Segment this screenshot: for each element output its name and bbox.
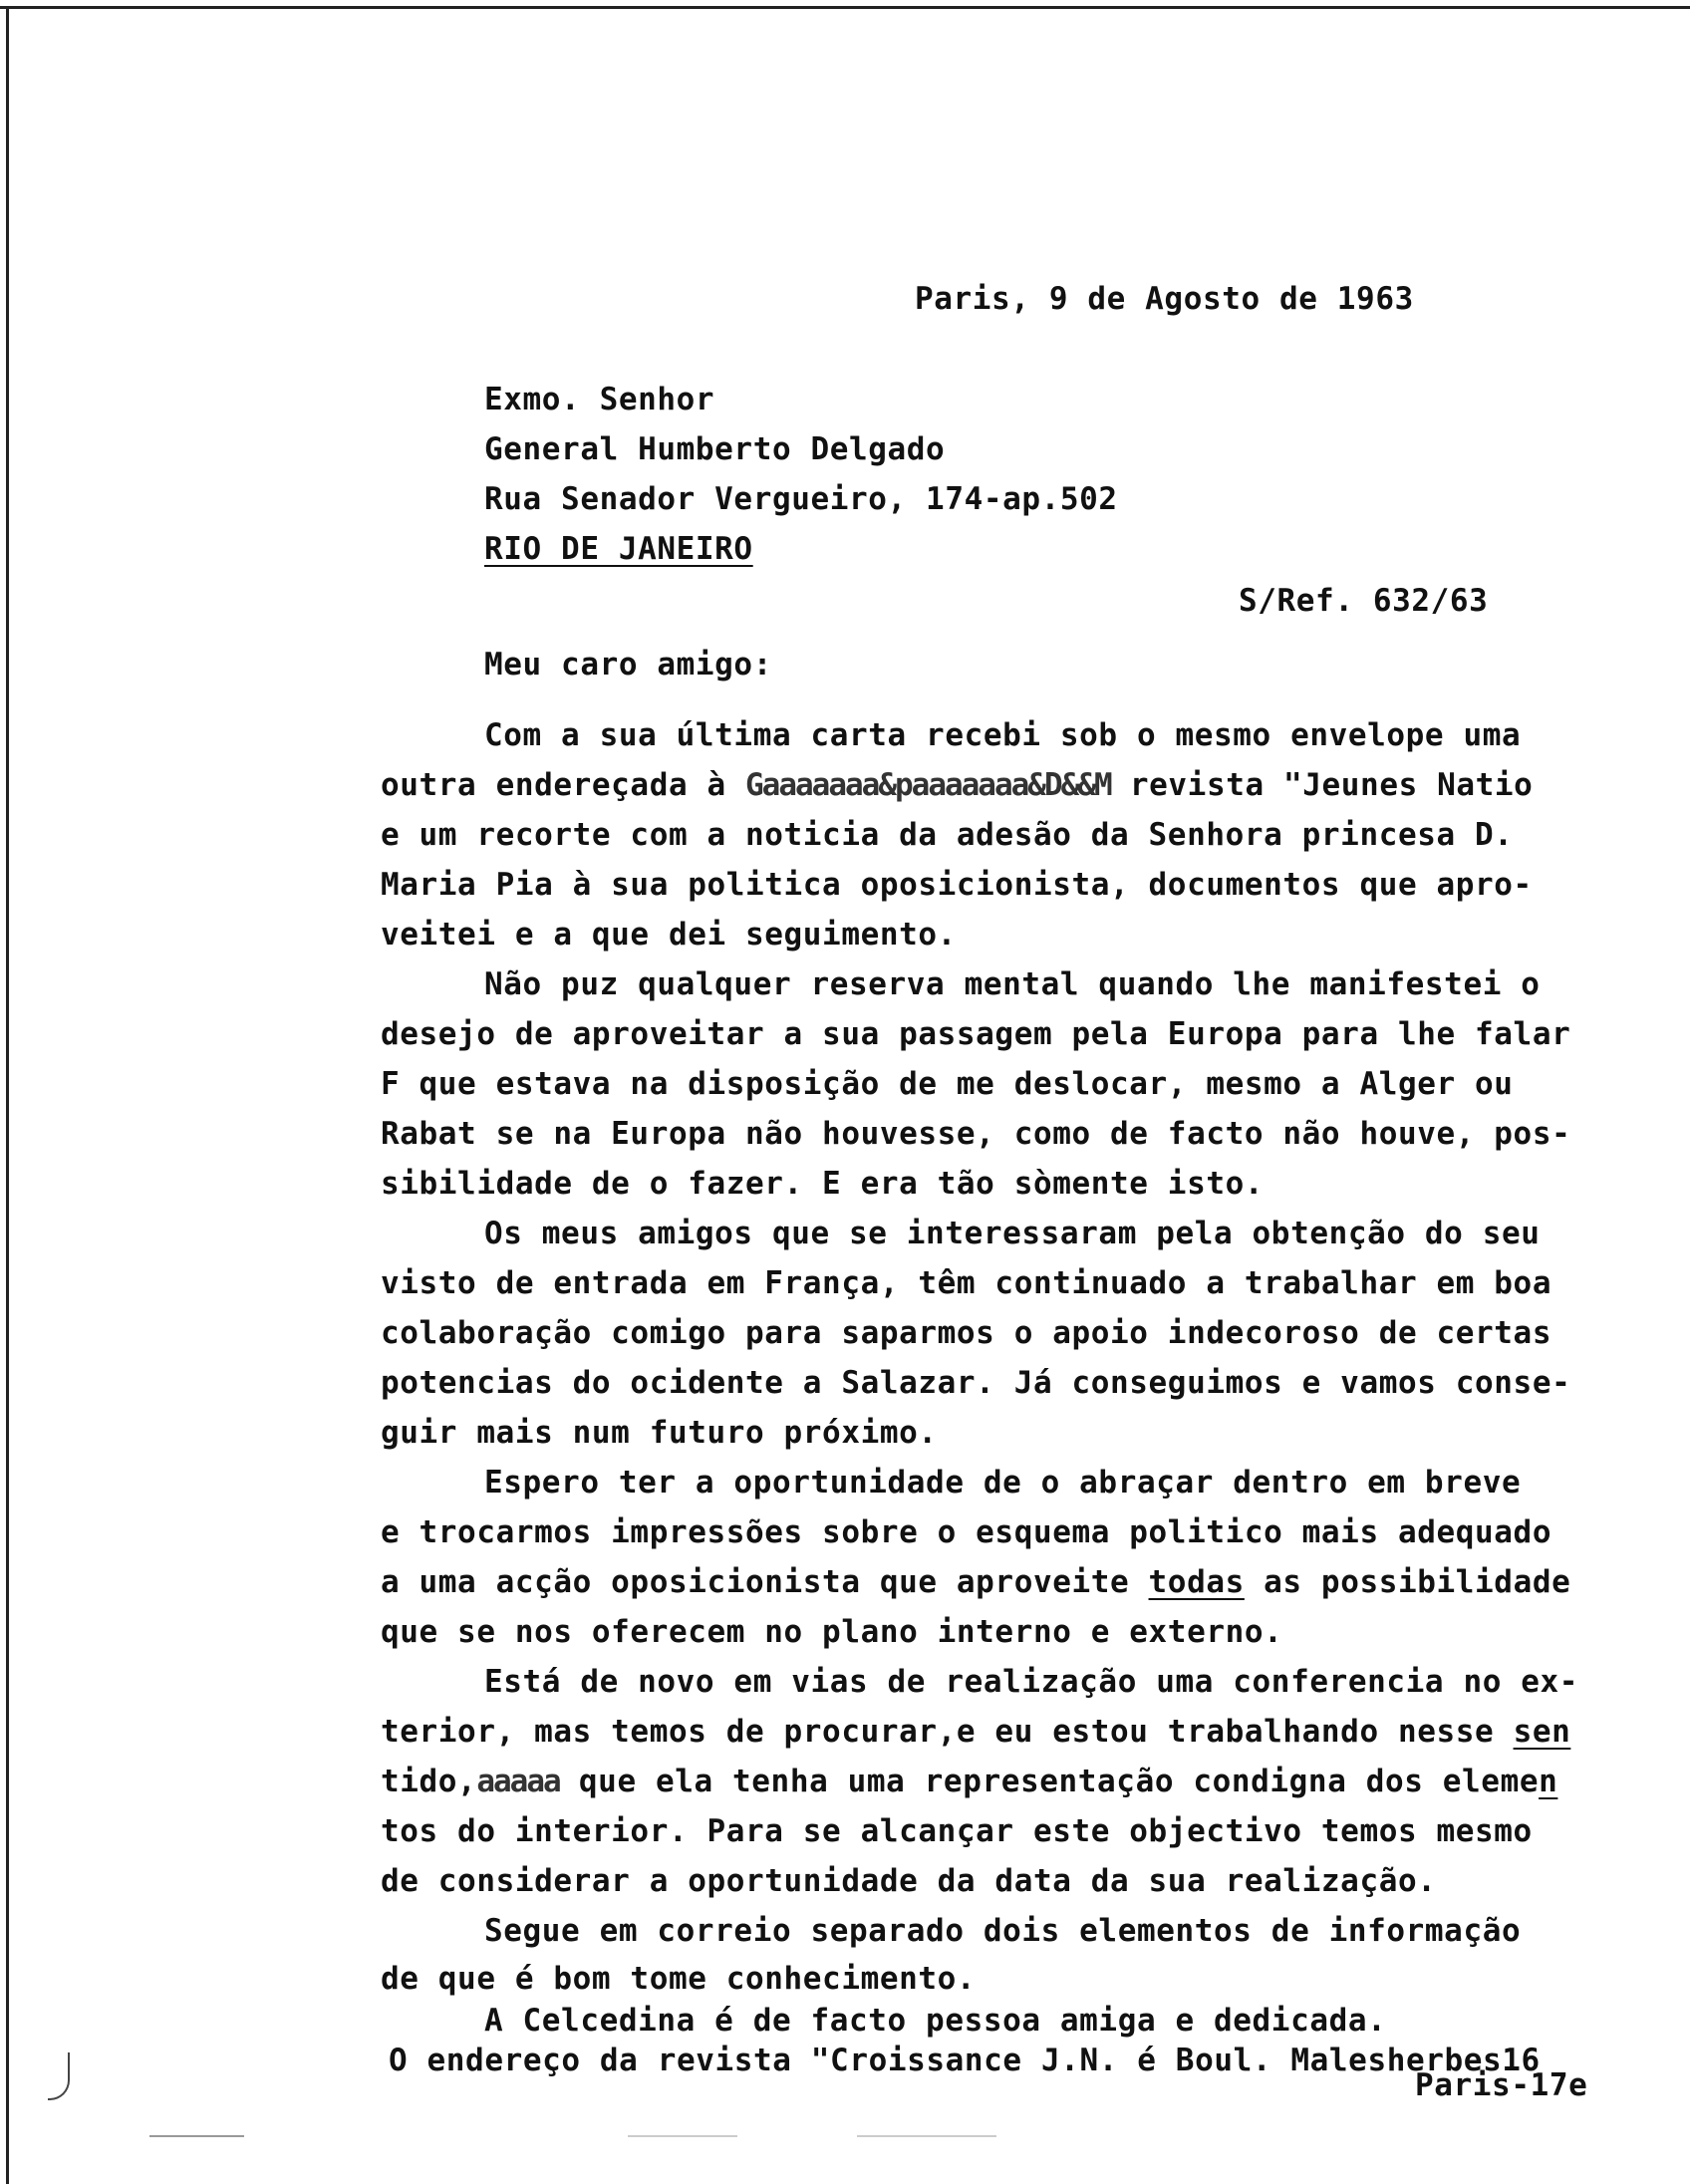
body-line: Os meus amigos que se interessaram pela obtenção do seu bbox=[484, 1216, 1541, 1251]
body-line bbox=[381, 767, 1533, 803]
scan-artifact-line bbox=[149, 2135, 244, 2137]
body-line: Segue em correio separado dois elementos de informação bbox=[484, 1913, 1522, 1949]
underlined-letter: n bbox=[1539, 1764, 1558, 1799]
body-line: de que é bom tome conhecimento. bbox=[381, 1961, 977, 1997]
scan-artifact-line bbox=[628, 2135, 737, 2137]
scan-artifact-line bbox=[857, 2135, 996, 2137]
body-text: que ela tenha uma representação condigna dos eleme bbox=[578, 1764, 1540, 1799]
body-line: visto de entrada em França, têm continuado a trabalhar em boa bbox=[381, 1265, 1552, 1301]
body-text: as possibilidade bbox=[1264, 1564, 1571, 1600]
body-line: Não puz qualquer reserva mental quando lhe manifestei o bbox=[484, 966, 1541, 1002]
body-line: Com a sua última carta recebi sob o mesmo envelope uma bbox=[484, 717, 1522, 753]
body-text: terior, mas temos de procurar,e eu estou trabalhando nesse bbox=[381, 1714, 1495, 1750]
body-line: tos do interior. Para se alcançar este objectivo temos mesmo bbox=[381, 1813, 1533, 1849]
body-line: sibilidade de o fazer. E era tão sòmente isto. bbox=[381, 1166, 1265, 1202]
scan-border-top bbox=[0, 6, 1690, 9]
body-line: O endereço da revista "Croissance J.N. é Boul. Malesherbes16 bbox=[389, 2043, 1541, 2078]
body-line: Espero ter a oportunidade de o abraçar dentro em breve bbox=[484, 1465, 1522, 1501]
body-line bbox=[381, 1564, 1570, 1600]
underlined-syllable: sen bbox=[1513, 1714, 1571, 1750]
body-text: revista "Jeunes Natio bbox=[1129, 767, 1534, 803]
salutation: Meu caro amigo: bbox=[484, 647, 772, 682]
margin-pen-mark bbox=[48, 2052, 70, 2100]
body-line: que se nos oferecem no plano interno e externo. bbox=[381, 1614, 1283, 1650]
scan-border-left bbox=[6, 6, 9, 2184]
body-text: tido, bbox=[381, 1764, 477, 1799]
body-line: e um recorte com a noticia da adesão da Senhora princesa D. bbox=[381, 817, 1514, 853]
struck-out-text: aaaaa bbox=[476, 1764, 560, 1799]
underlined-word: todas bbox=[1148, 1564, 1245, 1600]
body-line: potencias do ocidente a Salazar. Já conseguimos e vamos conse- bbox=[381, 1365, 1571, 1401]
body-line: veitei e a que dei seguimento. bbox=[381, 917, 957, 953]
body-line bbox=[381, 1714, 1570, 1750]
body-line: Maria Pia à sua politica oposicionista, documentos que apro- bbox=[381, 867, 1533, 903]
body-line: desejo de aproveitar a sua passagem pela Europa para lhe falar bbox=[381, 1016, 1571, 1052]
recipient-city: RIO DE JANEIRO bbox=[484, 531, 753, 567]
body-line: e trocarmos impressões sobre o esquema politico mais adequado bbox=[381, 1514, 1552, 1550]
body-line: Rabat se na Europa não houvesse, como de facto não houve, pos- bbox=[381, 1116, 1571, 1152]
recipient-line-2: General Humberto Delgado bbox=[484, 431, 946, 467]
recipient-line-3: Rua Senador Vergueiro, 174-ap.502 bbox=[484, 481, 1118, 517]
struck-out-text: Gaaaaaaa&paaaaaaa&D&&M bbox=[745, 767, 1111, 803]
body-line: guir mais num futuro próximo. bbox=[381, 1415, 938, 1451]
body-line: de considerar a oportunidade da data da sua realização. bbox=[381, 1863, 1437, 1899]
body-line: F que estava na disposição de me deslocar, mesmo a Alger ou bbox=[381, 1066, 1514, 1102]
reference-number: S/Ref. 632/63 bbox=[1239, 583, 1489, 619]
recipient-line-1: Exmo. Senhor bbox=[484, 382, 715, 417]
body-line: Está de novo em vias de realização uma conferencia no ex- bbox=[484, 1664, 1579, 1700]
body-text: outra endereçada à bbox=[381, 767, 726, 803]
body-line bbox=[381, 1764, 1557, 1799]
body-line: A Celcedina é de facto pessoa amiga e dedicada. bbox=[484, 2003, 1387, 2039]
body-line: colaboração comigo para saparmos o apoio indecoroso de certas bbox=[381, 1315, 1552, 1351]
body-line: Paris-17e bbox=[1415, 2067, 1588, 2103]
date-line: Paris, 9 de Agosto de 1963 bbox=[915, 281, 1414, 317]
body-text: a uma acção oposicionista que aproveite bbox=[381, 1564, 1130, 1600]
